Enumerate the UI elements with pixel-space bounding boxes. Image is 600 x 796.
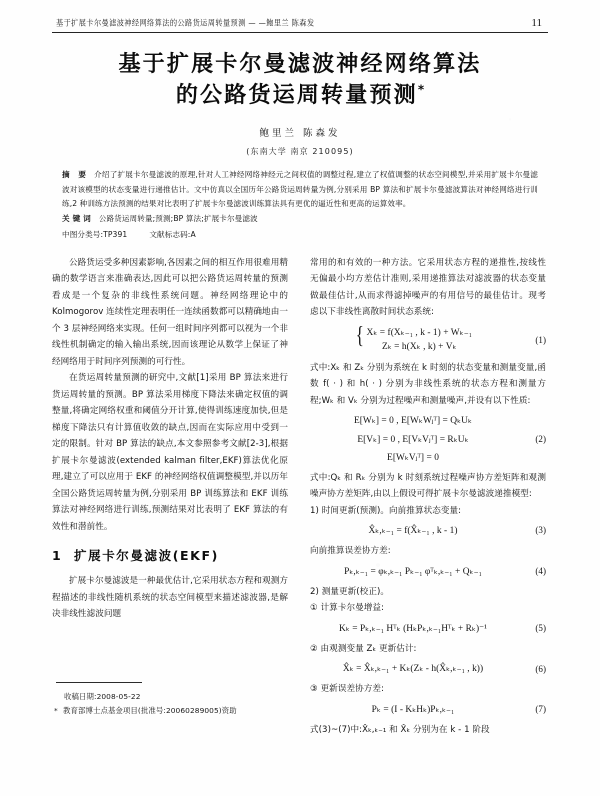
- document-code: 文献标志码:A: [149, 229, 196, 239]
- keywords-paragraph: [62, 212, 538, 226]
- left-paragraph-3: 扩展卡尔曼滤波是一种最优估计,它采用状态方程和观测方程描述的非线性随机系统的状态空间模型来描述滤波器,是解决非线性滤波问题: [52, 576, 288, 620]
- left-column: [52, 255, 299, 723]
- footnote-received: [52, 690, 288, 704]
- step-2-label: 2) 测量更新(校正)。: [310, 586, 390, 597]
- abstract-paragraph: [62, 168, 538, 211]
- right-column: [299, 255, 546, 735]
- equation-4-body: Pₖ,ₖ₋₁ = φₖ,ₖ₋₁ Pₖ₋₁ φᵀₖ,ₖ₋₁ + Qₖ₋₁: [344, 566, 482, 577]
- keywords-label: 关键词: [62, 214, 94, 224]
- step-2b-label: ② 由观测变量 Zₖ 更新估计:: [310, 643, 417, 654]
- title-footnote-marker: *: [417, 82, 425, 97]
- equation-6-body: X̂ₖ = X̂ₖ,ₖ₋₁ + Kₖ(Zₖ - h(X̂ₖ,ₖ₋₁ , k)): [342, 664, 484, 675]
- equation-6: [310, 660, 546, 678]
- right-paragraph-closing: 式(3)~(7)中:X̂ₖ,ₖ₋₁ 和 X̂ₖ 分别为在 k - 1 阶段: [310, 724, 490, 735]
- equation-2-line-1: E[Wₖ] = 0 , E[WₖWⱼᵀ] = QₖUₖ: [353, 416, 473, 427]
- right-paragraph-after-eq1: 式中:Xₖ 和 Zₖ 分别为系统在 k 时刻的状态变量和测量变量,函数 f( · ) 和 h( · ) 分别为非线性系统的状态方程和测量方程;Wₖ 和 Vₖ 分别为过程噪声和测量噪声,并设有以下性质:: [310, 362, 546, 406]
- section-heading-1: [52, 544, 288, 568]
- page-title-line2-text: 的公路货运周转量预测: [175, 83, 418, 109]
- header-rule: [52, 32, 548, 33]
- abstract-label: 摘 要: [62, 170, 90, 180]
- equation-4-tag: (4): [535, 566, 546, 577]
- equation-7-tag: (7): [535, 704, 546, 715]
- two-column-body: [52, 255, 548, 735]
- equation-3-body: X̂ₖ,ₖ₋₁ = f(X̂ₖ₋₁ , k - 1): [368, 526, 458, 537]
- equation-2-body: [310, 412, 516, 466]
- equation-5: [310, 620, 546, 638]
- title-block: [52, 49, 548, 157]
- equation-3: [310, 522, 546, 540]
- section-title: 扩展卡尔曼滤波(EKF): [74, 548, 219, 564]
- footnote-rule: [56, 682, 142, 683]
- fund-text: 教育部博士点基金项目(批准号:20060289005)资助: [63, 706, 237, 716]
- right-paragraph-intro: 常用的和有效的一种方法。它采用状态方程的递推性,按线性无偏最小均方差估计准则,采用递推算法对滤波器的状态变量做最佳估计,从而求得滤掉噪声的有用信号的最佳估计。现考虑以下非线性离散时间状态系统:: [310, 257, 546, 318]
- abstract-block: [62, 168, 538, 241]
- keywords-text: 公路货运周转量;预测;BP 算法;扩展卡尔曼滤波: [98, 214, 258, 224]
- equation-2-line-2: E[Vₖ] = 0 , E[VₖVⱼᵀ] = RₖUₖ: [357, 434, 469, 445]
- equation-1-line-2: Zₖ = h(Xₖ , k) + Vₖ: [381, 342, 457, 353]
- page-title-line1: 基于扩展卡尔曼滤波神经网络算法: [118, 52, 482, 77]
- equation-1-line-1: Xₖ = f(Xₖ₋₁ , k - 1) + Wₖ₋₁: [366, 327, 473, 338]
- equation-2-line-3: E[WₖVⱼᵀ] = 0: [387, 452, 439, 463]
- footnote-fund: [52, 704, 288, 718]
- left-brace-icon: {: [355, 322, 364, 349]
- equation-5-tag: (5): [535, 623, 546, 634]
- left-paragraph-1: 公路货运受多种因素影响,各因素之间的相互作用很难用精确的数学语言来准确表达,因此可以把公路货运周转量的预测看成是一个复杂的非线性系统问题。神经网络理论中的 Kolmogorov 连续性定理表明任一连续函数都可以精确地由一个 3 层神经网络来实现。任何一组时间序列都可以视为一个非线性机制确定的输入输出系统,因而该理论从数学上保证了神经网络用于时间序列预测的可行性。: [52, 257, 288, 367]
- step-2c-label: ③ 更新误差协方差:: [310, 684, 384, 695]
- equation-1-system: [310, 322, 516, 355]
- equation-2-tag: (2): [535, 433, 546, 444]
- step-2a-label: ① 计算卡尔曼增益:: [310, 603, 384, 614]
- equation-7-body: Pₖ = (I - KₖHₖ)Pₖ,ₖ₋₁: [371, 704, 455, 715]
- equation-1: [310, 324, 546, 357]
- equation-5-body: Kₖ = Pₖ,ₖ₋₁ Hᵀₖ (HₖPₖ,ₖ₋₁Hᵀₖ + Rₖ)⁻¹: [338, 623, 488, 634]
- section-number: 1: [52, 548, 63, 564]
- page-number: 11: [531, 17, 542, 29]
- left-paragraph-2: 在货运周转量预测的研究中,文献[1]采用 BP 算法来进行货运周转量的预测。BP 算法采用梯度下降法来确定权值的调整量,将确定网络权重和阈值分开计算,使得训练速度加快,但是梯度下降法只有计算值收敛的缺点,因而在实际应用中受到一定的限制。针对 BP 算法的缺点,本文参照参考文献[2-3],根据扩展卡尔曼滤波(extended kalman filter,EKF)算法优化原理,建立了可以应用于 EKF 的神经网络权值调整模型,并以历年全国公路货运周转量为例,分别采用 BP 训练算法和 EKF 训练算法对神经网络进行训练,预测结果对比表明了 EKF 算法的有效性和潜前性。: [52, 373, 288, 532]
- clc-number: 中图分类号:TP391: [62, 229, 128, 239]
- step-1-label: 1) 时间更新(预测)。向前推算状态变量:: [310, 505, 462, 516]
- received-label: 收稿日期:: [64, 691, 97, 701]
- classification-paragraph: [62, 228, 538, 242]
- affiliation: (东南大学 南京 210095): [246, 147, 354, 157]
- equation-1-lines: [367, 326, 473, 355]
- running-head: [52, 14, 548, 30]
- equation-6-tag: (6): [535, 663, 546, 674]
- abstract-text: 介绍了扩展卡尔曼滤波的原理,针对人工神经网络神经元之间权值的调整过程,建立了权值调整的状态空间模型,并采用扩展卡尔曼滤波对该模型的状态变量进行递推估计。文中仿真以全国历年公路货运周转量为例,分别采用 BP 算法和扩展卡尔曼滤波算法对神经网络进行训练,2 种训练方法预测的结果对比表明了扩展卡尔曼滤波训练算法具有更优的逼近性和更高的运算效率。: [62, 170, 538, 208]
- equation-7: [310, 701, 546, 719]
- received-date: 2008-05-22: [96, 691, 141, 701]
- equation-2: [310, 412, 546, 466]
- footnote-block: [52, 682, 288, 719]
- step-1b-label: 向前推算误差协方差:: [310, 546, 391, 557]
- equation-3-tag: (3): [535, 525, 546, 536]
- right-paragraph-after-eq2: 式中:Qₖ 和 Rₖ 分别为 k 时刻系统过程噪声协方差矩阵和观测噪声协方差矩阵,由以上假设可得扩展卡尔曼滤波递推模型:: [310, 472, 546, 500]
- running-head-title: 基于扩展卡尔曼滤波神经网络算法的公路货运周转量预测 — —鲍里兰 陈森发: [56, 17, 315, 28]
- fund-marker: *: [54, 706, 58, 716]
- author-list: 鲍里兰 陈森发: [259, 128, 341, 140]
- equation-4: [310, 563, 546, 581]
- equation-1-tag: (1): [535, 334, 546, 345]
- equation-1-body: [310, 324, 516, 357]
- page-content: [52, 14, 548, 782]
- page-title-line2: [52, 80, 548, 111]
